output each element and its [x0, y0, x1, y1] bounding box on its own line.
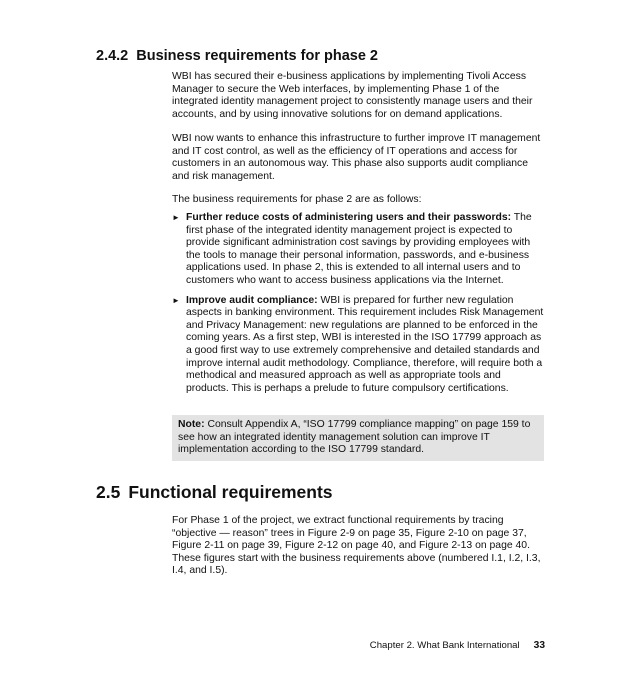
bullet-text: WBI is prepared for further new regulation aspects in banking environment. This requirement includes Risk Management and Privacy Management: new regulations are planned to be enforced in the coming years. As a first step, WBI is interested in the ISO 17799 approach as a good first way to use extremely comprehensive and detailed standards and improve internal audit methodology. Compliance, therefore, will require both a methodical and measured approach as well as appropriate tools and products. This is perhaps a prelude to future compulsory certifications. [186, 294, 544, 394]
section-heading-2-4-2 [96, 48, 378, 64]
section-heading-2-5 [96, 482, 333, 503]
list-item [172, 212, 544, 288]
paragraph: The business requirements for phase 2 are as follows: [172, 194, 422, 205]
paragraph: WBI has secured their e-business applications by implementing Tivoli Access Manager to secure the Web interfaces, by implementing Phase 1 of the integrated identity management project to consistently manage users and their accounts, and by using innovative solutions for on demand applications. [172, 71, 533, 120]
section-title: Business requirements for phase 2 [136, 48, 378, 64]
bullet-arrow-icon: ► [172, 213, 180, 222]
page-footer [0, 640, 545, 651]
section-title: Functional requirements [128, 482, 333, 502]
note-label: Note: [178, 419, 205, 430]
section-number: 2.4.2 [96, 48, 129, 64]
bullet-text: The first phase of the integrated identity management project is expected to provide significant administration cost savings by providing employees with the tools to manage their personal information, passwords, and e-business applications used. In phase 2, this is extended to all internal users and to customers who want to access business applications via the Internet. [186, 212, 532, 286]
requirements-list [172, 212, 544, 402]
chapter-title: Chapter 2. What Bank International [369, 640, 520, 651]
paragraph: WBI now wants to enhance this infrastructure to further improve IT management and IT cost control, as well as the efficiency of IT operations and access for customers in an autonomous way. This phase also supports audit compliance and risk management. [172, 133, 541, 182]
bullet-lead: Improve audit compliance: [186, 294, 318, 306]
section-number: 2.5 [96, 482, 121, 502]
bullet-arrow-icon: ► [172, 295, 180, 305]
bullet-lead: Further reduce costs of administering users and their passwords: [186, 212, 512, 223]
note-box [172, 415, 544, 461]
page-number: 33 [533, 640, 545, 651]
list-item [172, 295, 544, 396]
paragraph: For Phase 1 of the project, we extract functional requirements by tracing “objective — reason” trees in Figure 2-9 on page 35, Figure 2-10 on page 37, Figure 2-11 on page 39, Figure 2-12 on page 40, and Figure 2-13 on page 40. These figures start with the business requirements above (numbered I.1, I.2, I.3, I.4, and I.5). [172, 515, 541, 577]
note-text: Consult Appendix A, “ISO 17799 compliance mapping” on page 159 to see how an integrated identity management solution can improve IT implementation according to the ISO 17799 standard. [178, 419, 531, 456]
